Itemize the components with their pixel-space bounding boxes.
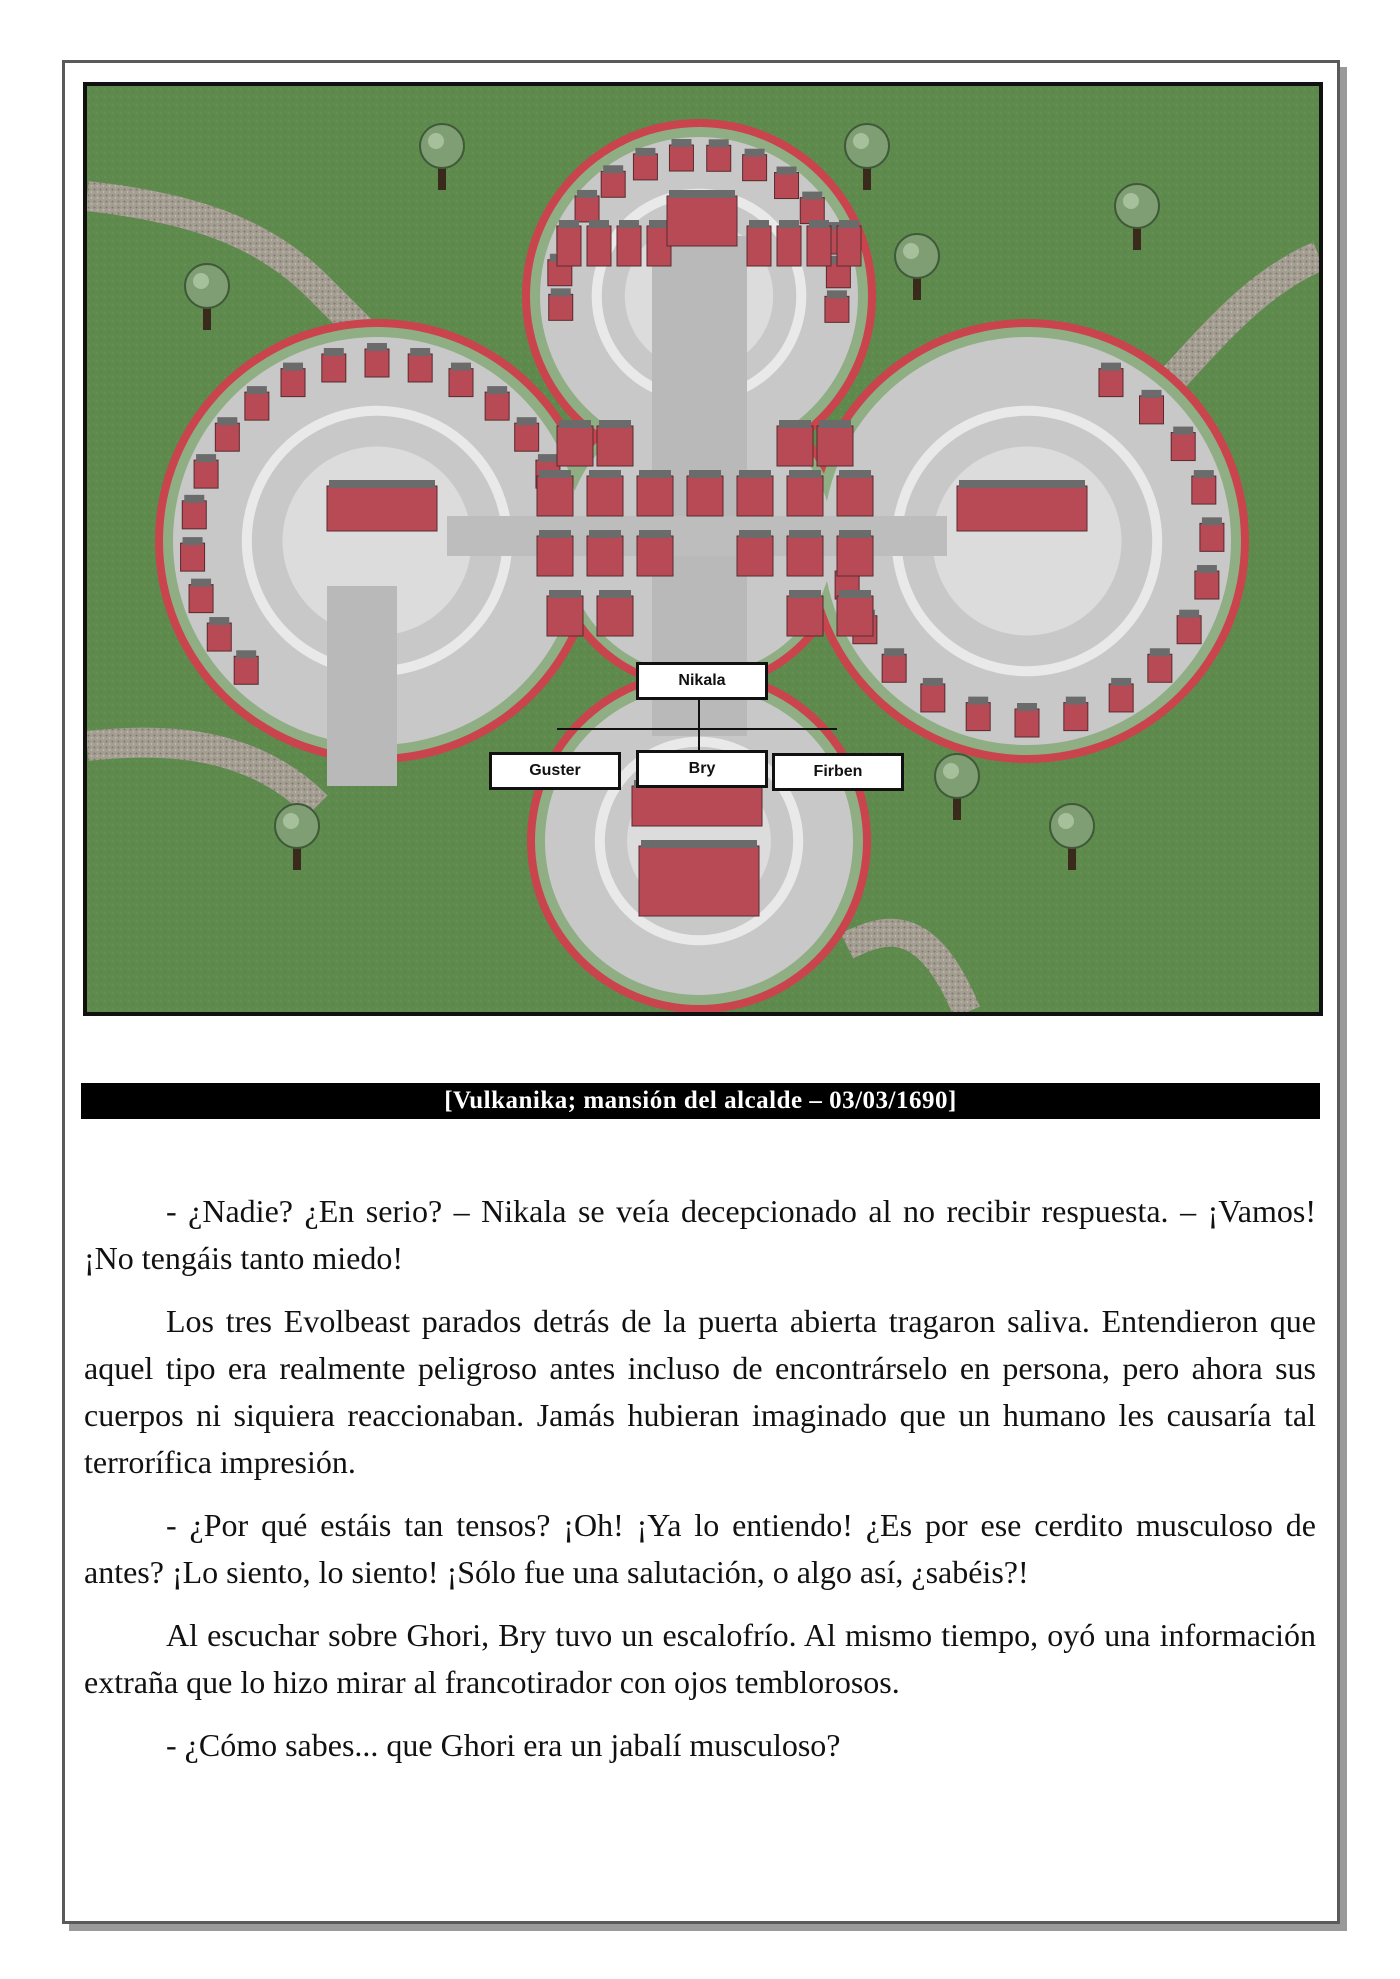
house	[837, 220, 861, 266]
house	[181, 537, 205, 571]
house	[800, 192, 824, 224]
house	[882, 648, 906, 682]
house	[1177, 610, 1201, 644]
house	[787, 470, 823, 516]
house	[587, 220, 611, 266]
house	[687, 470, 723, 516]
house	[775, 167, 799, 199]
house	[787, 530, 823, 576]
house	[957, 480, 1087, 531]
house	[207, 617, 231, 651]
house	[587, 530, 623, 576]
house	[537, 470, 573, 516]
house	[182, 495, 206, 529]
house	[617, 220, 641, 266]
house	[189, 579, 213, 613]
map-label-text: Bry	[688, 760, 716, 777]
house	[837, 530, 873, 576]
house	[707, 139, 731, 171]
house	[194, 454, 218, 488]
house	[1015, 703, 1039, 737]
house	[1140, 390, 1164, 424]
house	[825, 290, 849, 322]
house	[1195, 565, 1219, 599]
house	[597, 420, 633, 466]
map-label-firben	[772, 753, 904, 791]
house	[637, 470, 673, 516]
house	[485, 386, 509, 420]
paragraph: - ¿Nadie? ¿En serio? – Nikala se veía decepcionado al no recibir respuesta. – ¡Vamos! ¡No tengáis tanto miedo!	[84, 1193, 1316, 1276]
house	[547, 590, 583, 636]
house	[1171, 427, 1195, 461]
house	[787, 590, 823, 636]
house	[817, 420, 853, 466]
house	[921, 678, 945, 712]
house	[1192, 470, 1216, 504]
village-map	[83, 82, 1323, 1016]
house	[601, 165, 625, 197]
house	[777, 420, 813, 466]
house	[667, 190, 737, 246]
house	[639, 840, 759, 916]
paragraph: - ¿Por qué estáis tan tensos? ¡Oh! ¡Ya lo entiendo! ¿Es por ese cerdito musculoso de antes? ¡Lo siento, lo siento! ¡Sólo fue una salutación, o algo así, ¿sabéis?!	[84, 1507, 1316, 1590]
house	[408, 348, 432, 382]
banner-text: [Vulkanika; mansión del alcalde – 03/03/1690]	[444, 1087, 957, 1114]
house	[837, 590, 873, 636]
house	[281, 363, 305, 397]
house	[549, 288, 573, 320]
house	[669, 139, 693, 171]
map-label-text: Firben	[813, 763, 863, 780]
side-road	[327, 586, 397, 786]
house	[587, 470, 623, 516]
map-label-text: Guster	[529, 762, 581, 779]
house	[234, 650, 258, 684]
house	[557, 220, 581, 266]
house	[777, 220, 801, 266]
house	[807, 220, 831, 266]
house	[737, 470, 773, 516]
map-label-nikala	[636, 662, 768, 700]
paragraph: Al escuchar sobre Ghori, Bry tuvo un escalofrío. Al mismo tiempo, oyó una información extraña que lo hizo mirar al francotirador con ojos temblorosos.	[84, 1617, 1316, 1700]
house	[737, 530, 773, 576]
house	[215, 417, 239, 451]
house	[966, 697, 990, 731]
house	[597, 590, 633, 636]
house	[1099, 363, 1123, 397]
house	[633, 148, 657, 180]
paragraph: Los tres Evolbeast parados detrás de la puerta abierta tragaron saliva. Entendieron que aquel tipo era realmente peligroso antes incluso de encontrárselo en persona, pero ahora sus cuerpos ni siquiera reaccionaban. Jamás hubieran imaginado que un humano les causaría tal terrorífica impresión.	[84, 1303, 1316, 1480]
house	[743, 149, 767, 181]
house	[1148, 648, 1172, 682]
house	[449, 363, 473, 397]
house	[747, 220, 771, 266]
house	[1064, 697, 1088, 731]
house	[637, 530, 673, 576]
house	[365, 343, 389, 377]
map-illustration	[87, 86, 1319, 1012]
house	[327, 480, 437, 531]
map-label-bry	[636, 750, 768, 788]
chapter-banner	[81, 1083, 1320, 1119]
map-label-guster	[489, 752, 621, 790]
map-label-text: Nikala	[678, 672, 726, 689]
house	[837, 470, 873, 516]
paragraph: - ¿Cómo sabes... que Ghori era un jabalí musculoso?	[166, 1727, 841, 1763]
house	[245, 386, 269, 420]
story-text	[84, 1188, 1316, 1785]
house	[322, 348, 346, 382]
plaza-center	[933, 447, 1122, 636]
house	[537, 530, 573, 576]
house	[1109, 678, 1133, 712]
house	[515, 417, 539, 451]
house	[1200, 517, 1224, 551]
house	[575, 190, 599, 222]
house	[557, 420, 593, 466]
